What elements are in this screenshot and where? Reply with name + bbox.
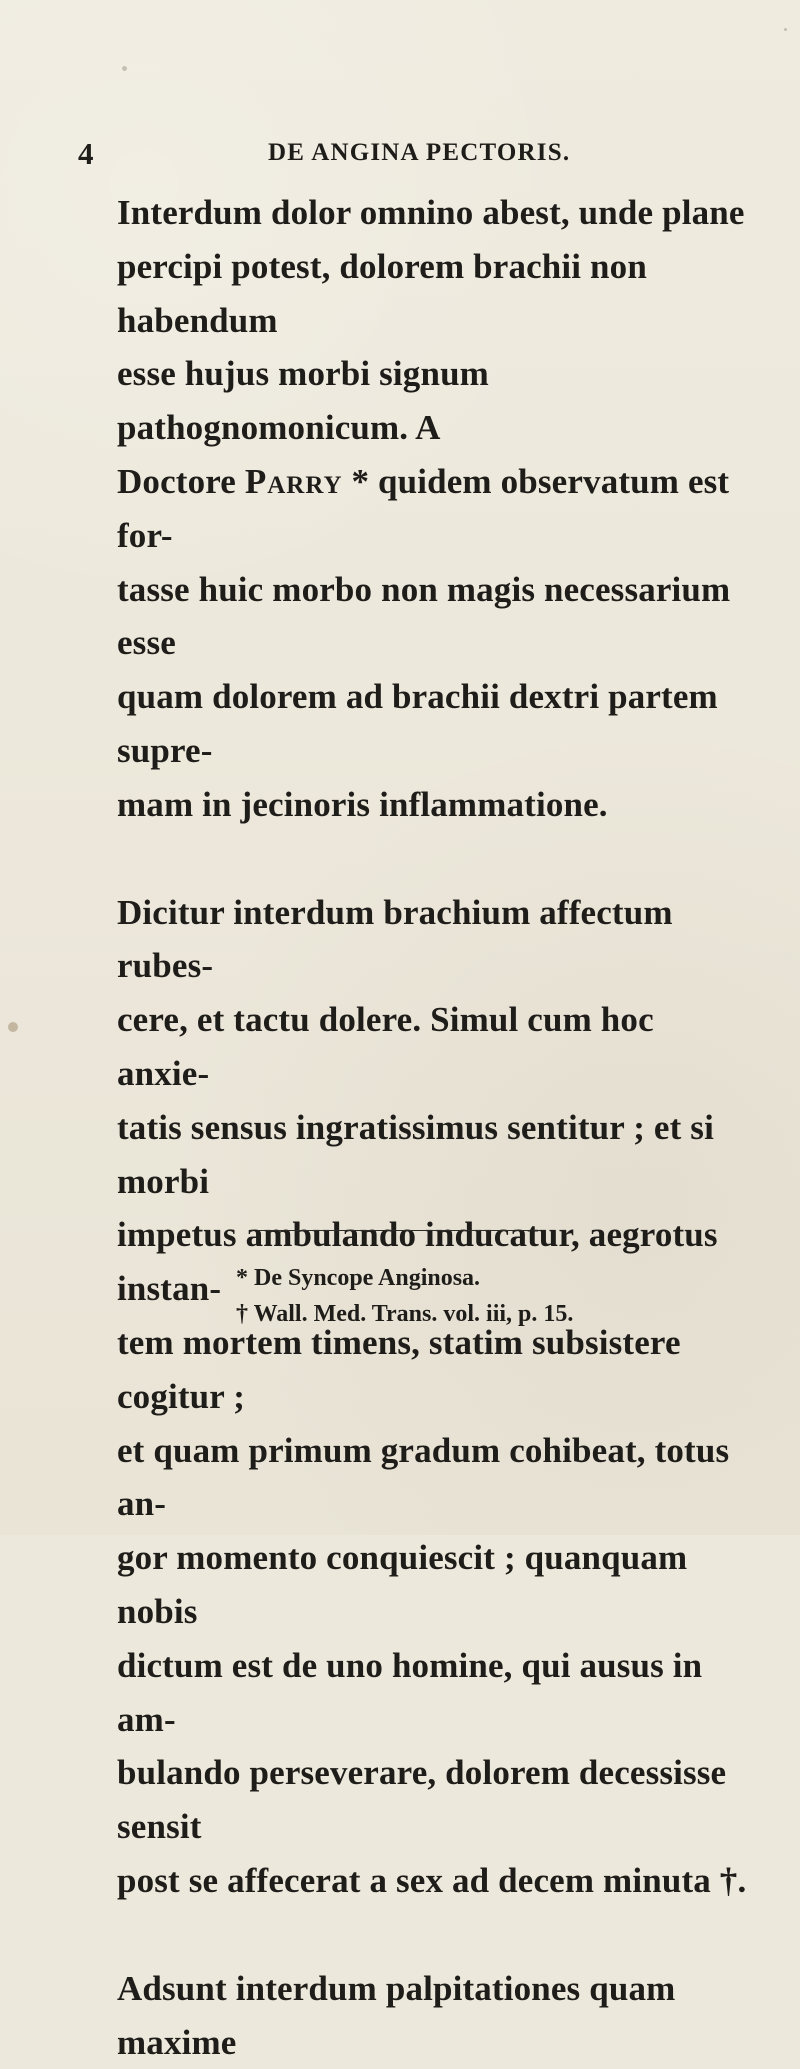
text-line: esse hujus morbi signum pathognomonicum. A [117, 354, 489, 448]
text-line: et quam primum gradum cohibeat, totus an- [117, 1430, 730, 1524]
text-line: tatis sensus ingratissimus sentitur ; et si morbi [117, 1107, 714, 1201]
footnote-rule [258, 1230, 540, 1231]
main-text [78, 186, 748, 2069]
paper-speck [8, 1022, 18, 1032]
author-name: Parry [244, 461, 343, 501]
paragraph-2 [78, 886, 748, 1908]
paper-speck [122, 66, 127, 71]
text-line: percipi potest, dolorem brachii non habendum [117, 246, 647, 340]
footnote-1: * De Syncope Anginosa. [236, 1265, 481, 1291]
page-header [78, 136, 728, 172]
text-line: mam in jecinoris inflammatione. [117, 784, 608, 824]
text-line: tem mortem timens, statim subsistere cogitur ; [117, 1322, 681, 1416]
footnotes [236, 1260, 706, 1332]
text-line: cere, et tactu dolere. Simul cum hoc anxie- [117, 1000, 654, 1093]
paragraph-1 [78, 186, 748, 832]
paper-speck [784, 28, 787, 31]
text-line: Dicitur interdum brachium affectum rubes- [117, 892, 673, 986]
text-line: gor momento conquiescit ; quanquam nobis [117, 1538, 688, 1631]
text-line: * quidem observatum est for- [117, 461, 730, 555]
text-line: Doctore [117, 461, 245, 501]
text-line: Adsunt interdum palpitationes quam maxime [117, 1968, 676, 2062]
text-line: tasse huic morbo non magis necessarium esse [117, 569, 731, 663]
text-line: Interdum dolor omnino abest, unde plane [117, 193, 745, 232]
text-line: quam dolorem ad brachii dextri partem supre- [117, 677, 718, 770]
running-head: DE ANGINA PECTORIS. [268, 139, 571, 166]
text-line: post se affecerat a sex ad decem minuta †. [117, 1860, 747, 1900]
text-line: impetus ambulando inducatur, aegrotus instan- [117, 1215, 718, 1309]
footnote-2: † Wall. Med. Trans. vol. iii, p. 15. [236, 1301, 574, 1327]
text-line: bulando perseverare, dolorem decessisse sensit [117, 1753, 727, 1847]
text-line: dictum est de uno homine, qui ausus in am- [117, 1645, 703, 1739]
paragraph-3 [78, 1962, 748, 2069]
page-number: 4 [78, 136, 94, 171]
